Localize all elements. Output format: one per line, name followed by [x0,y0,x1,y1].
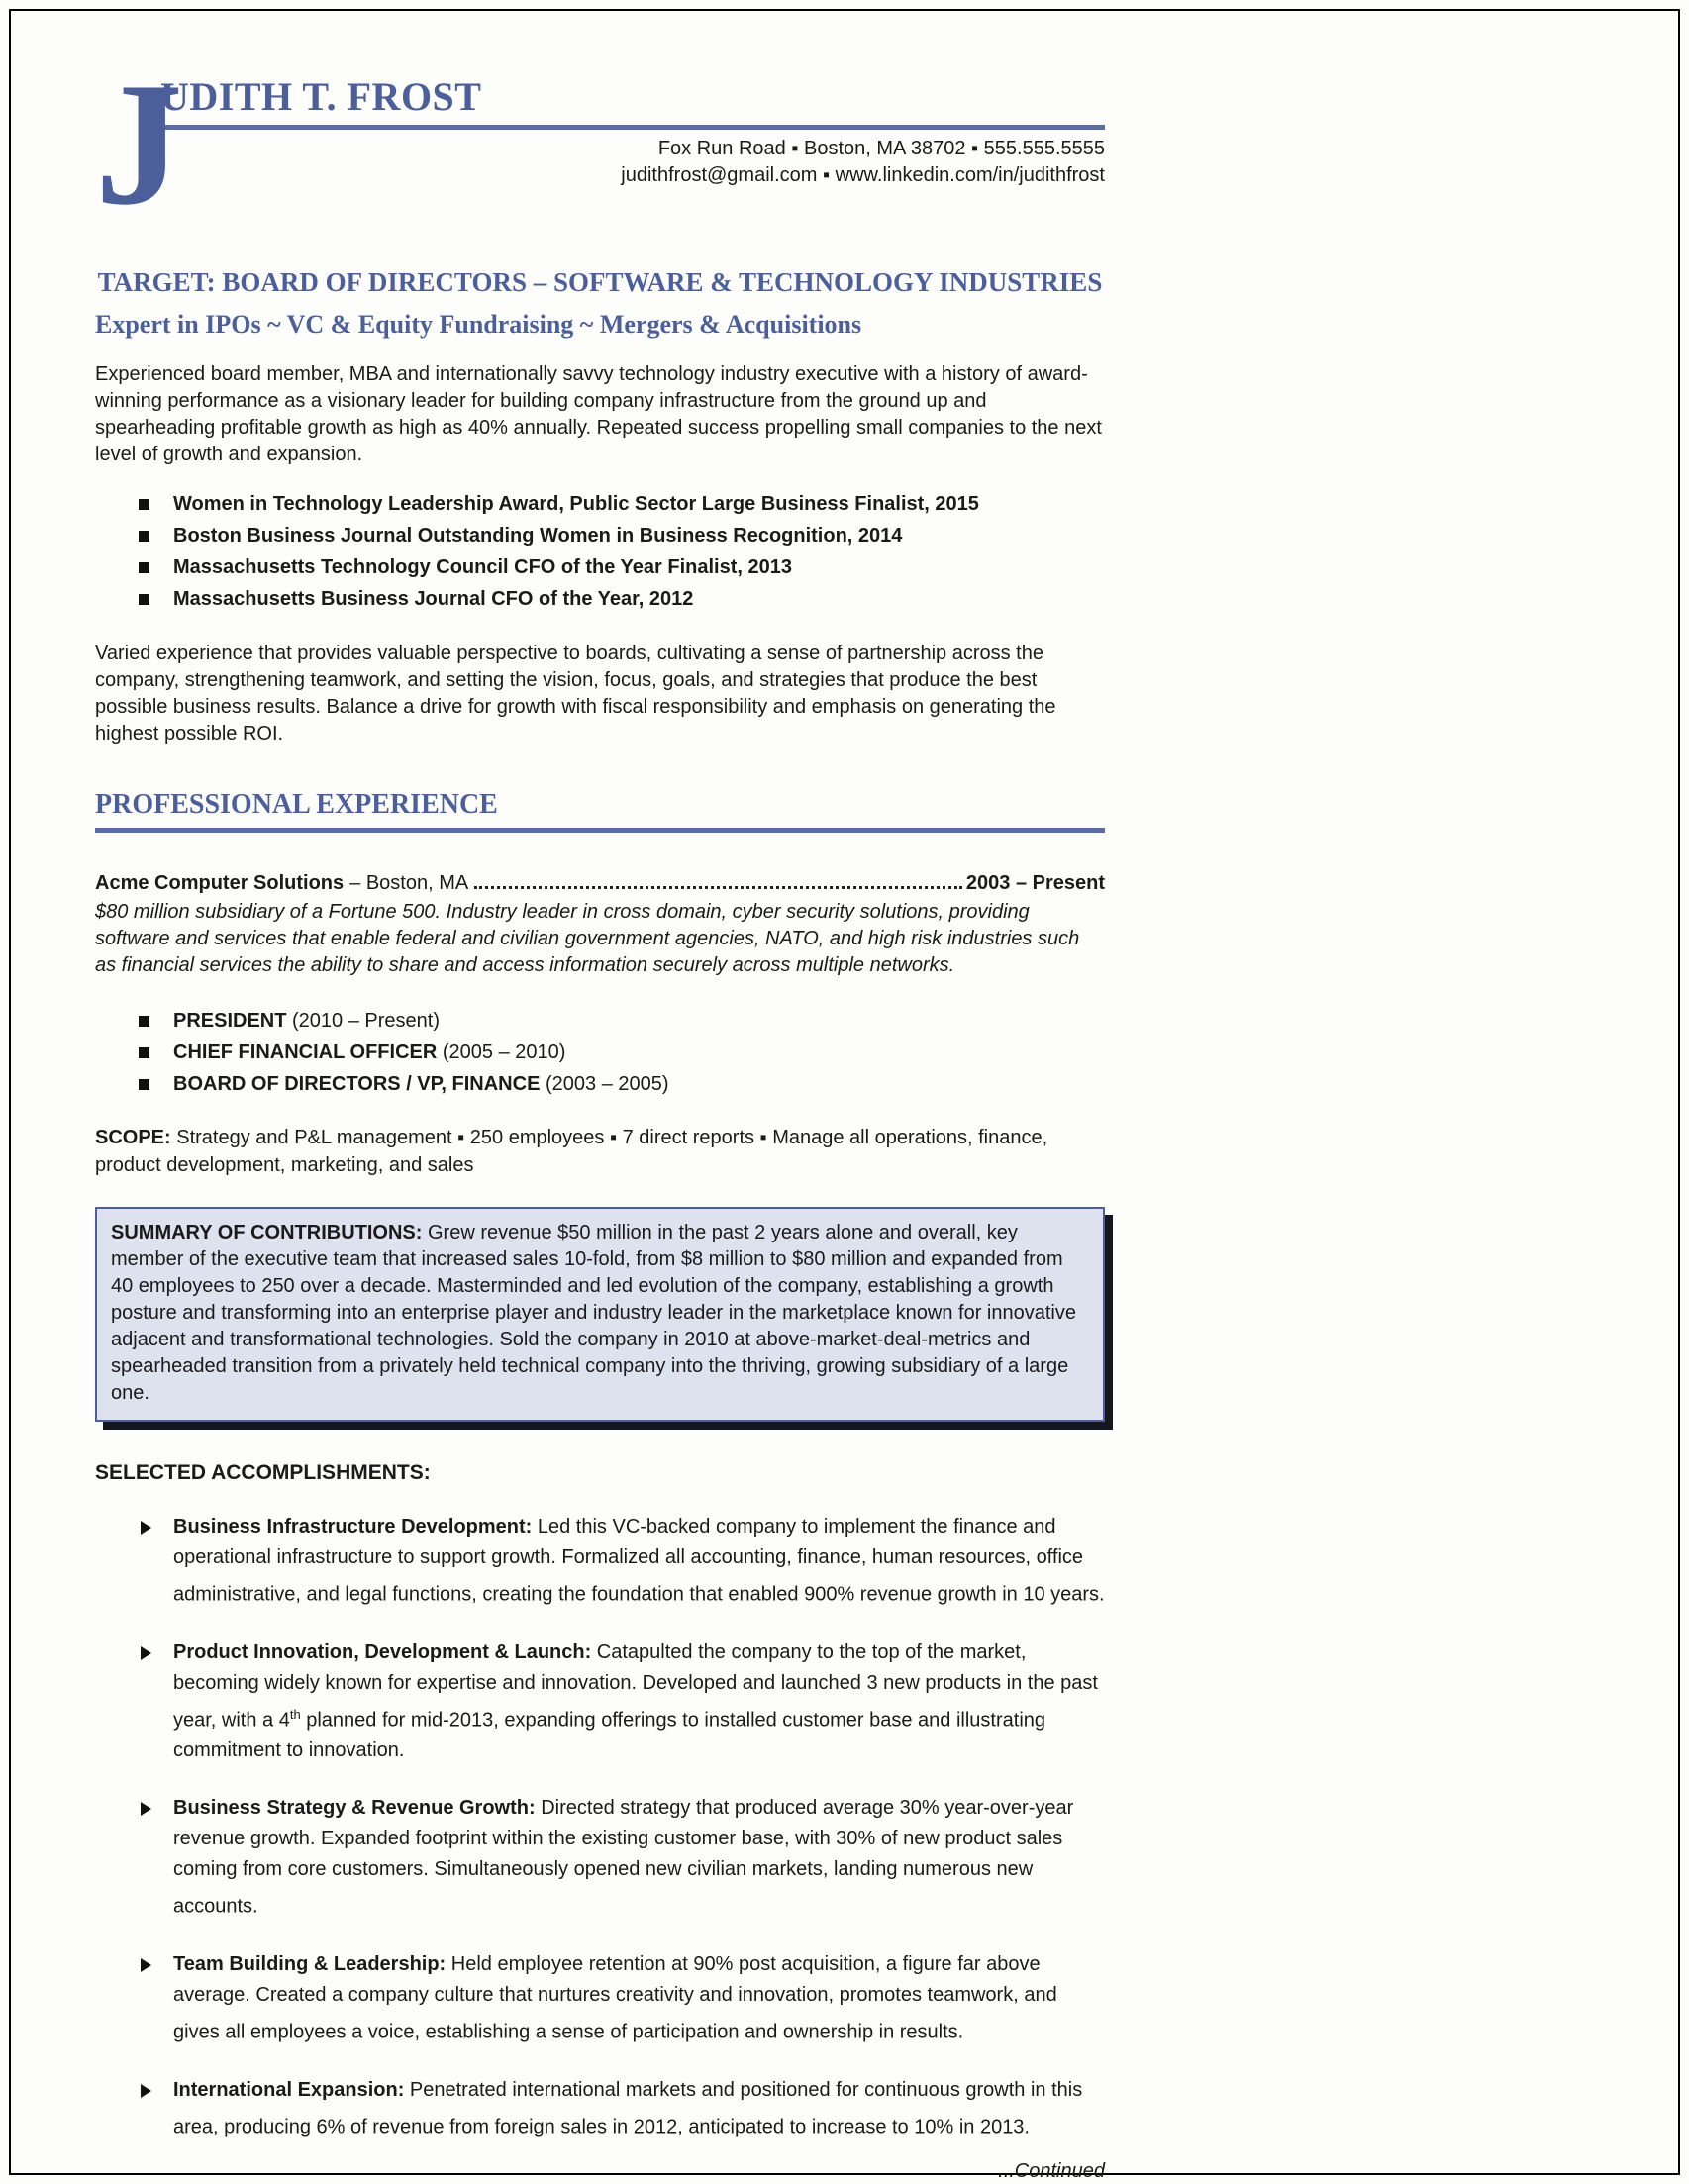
titles-list [95,1005,1105,1100]
accomplishment-text [173,1949,1105,2048]
accomplishment-lead: International Expansion: [173,2078,405,2101]
square-bullet-icon [139,1047,149,1058]
square-bullet-icon [139,531,149,542]
accomplishment-body: Held employee retention at 90% post acquisition, a figure far above average. Created a company culture that nurtures creativity and innovation, promotes teamwork, and gives all employees a voice, establishing a sense of participation and ownership in results. [173,1952,1057,2043]
award-item [139,551,1105,583]
target-title: TARGET: BOARD OF DIRECTORS – SOFTWARE & TECHNOLOGY INDUSTRIES [97,267,1103,297]
role-name: BOARD OF DIRECTORS / VP, FINANCE [173,1073,541,1095]
square-bullet-icon [139,562,149,573]
title-text [173,1005,440,1037]
contributions-label: SUMMARY OF CONTRIBUTIONS: [111,1222,423,1243]
superscript: th [289,1706,301,1722]
accomplishment-body: Penetrated international markets and positioned for continuous growth in this area, producing 6% of revenue from foreign sales in 2012, anticipated to increase to 10% in 2013. [173,2078,1083,2138]
accomplishment-lead: Business Infrastructure Development: [173,1516,533,1538]
company-location: – Boston, MA [349,872,469,894]
contact-line-address: Fox Run Road ▪ Boston, MA 38702 ▪ 555.555.5555 [657,138,1105,159]
accomplishment-body: Catapulted the company to the top of the market, becoming widely known for expertise and innovation. Developed and launched 3 new products in the past year, with a 4 [173,1640,1098,1732]
title-item [139,1068,1105,1100]
profile-outro: Varied experience that provides valuable perspective to boards, cultivating a sense of partnership across the company, strengthening teamwork, and setting the vision, focus, goals, and strategies that produce the best possible business results. Balance a drive for growth with fiscal responsibility and emphasis on generating the highest possible ROI. [95,643,1056,745]
accomplishment-text [173,1793,1105,1923]
section-title-professional-experience: PROFESSIONAL EXPERIENCE [95,789,1105,833]
accomplishment-lead: Business Strategy & Revenue Growth: [173,1797,536,1820]
title-item [139,1005,1105,1037]
title-text [173,1068,669,1100]
accomplishment-body: Directed strategy that produced average 30% year-over-year revenue growth. Expanded footprint within the existing customer base, with 30% of new product sales coming from core customers. Simultaneously opened new civilian markets, landing numerous new accounts. [173,1797,1074,1918]
square-bullet-icon [139,499,149,510]
contributions-text: Grew revenue $50 million in the past 2 years alone and overall, key member of the executive team that increased sales 10-fold, from $8 million to $80 million and expanded from 40 employees to 250 over a decade. Masterminded and led evolution of the company, establishing a growth posture and transforming into an enterprise player and industry leader in the marketplace known for innovative adjacent and transformational technologies. Sold the company in 2010 at above-market-deal-metrics and spearheaded transition from a privately held technical company into the thriving, growing subsidiary of a large one. [111,1222,1076,1404]
role-dates: (2010 – Present) [286,1010,440,1032]
accomplishment-text [173,1638,1105,1767]
accomplishments-title: SELECTED ACCOMPLISHMENTS: [95,1461,431,1484]
profile-intro: Experienced board member, MBA and internationally savvy technology industry executive with a history of award-winning performance as a visionary leader for building company infrastructure from the ground up and spearheading profitable growth as high as 40% annually. Repeated success propelling small companies to the next level of growth and expansion. [95,363,1102,465]
company-name: Acme Computer Solutions [95,872,345,894]
square-bullet-icon [139,1079,149,1090]
resume-content [95,0,1105,2183]
role-dates: (2005 – 2010) [437,1042,566,1063]
accomplishment-item [95,1949,1105,2048]
accomplishment-body: Led this VC-backed company to implement the finance and operational infrastructure to support growth. Formalized all accounting, finance, human resources, office administrative, and legal functions, creating the foundation that enabled 900% revenue growth in 10 years. [173,1516,1105,1606]
drop-cap-initial: J [95,46,183,242]
title-text [173,1037,565,1068]
award-text: Massachusetts Business Journal CFO of the Year, 2012 [173,588,694,610]
accomplishment-lead: Team Building & Leadership: [173,1952,447,1975]
company-row [95,872,1105,895]
scope-label: SCOPE: [95,1127,171,1148]
contact-separator: ▪ [817,164,836,186]
role-name: PRESIDENT [173,1010,287,1032]
contact-block [160,136,1105,189]
accomplishment-text [173,1512,1105,1611]
header-main [160,74,1105,189]
scope-text: Strategy and P&L management ▪ 250 employees ▪ 7 direct reports ▪ Manage all operations, finance, product development, marketing, and sales [95,1127,1048,1176]
accomplishment-text [173,2075,1105,2143]
role-name: CHIEF FINANCIAL OFFICER [173,1042,438,1063]
contact-line-online [160,162,1105,189]
company-description: $80 million subsidiary of a Fortune 500. Industry leader in cross domain, cyber security solutions, providing software and services that enable federal and civilian government agencies, NATO, and high risk industries such as financial services the ability to share and access information securely across multiple networks. [95,901,1080,976]
arrow-bullet-icon [141,1646,151,1660]
accomplishment-lead: Product Innovation, Development & Launch: [173,1640,592,1663]
candidate-name: UDITH T. FROST [160,74,482,119]
award-text: Boston Business Journal Outstanding Women in Business Recognition, 2014 [173,525,903,546]
arrow-bullet-icon [141,2084,151,2098]
accomplishment-body: planned for mid-2013, expanding offerings to installed customer base and illustrating commitment to innovation. [173,1709,1046,1762]
arrow-bullet-icon [141,1802,151,1816]
award-item [139,488,1105,520]
awards-list [95,488,1105,615]
arrow-bullet-icon [141,1958,151,1972]
company-dates: 2003 – Present [965,872,1105,894]
award-text: Women in Technology Leadership Award, Public Sector Large Business Finalist, 2015 [173,493,979,515]
dot-leader [474,886,962,889]
summary-of-contributions-box [95,1207,1105,1422]
square-bullet-icon [139,1016,149,1027]
header-rule [160,125,1105,130]
accomplishment-item [95,1638,1105,1767]
award-item [139,520,1105,551]
email-link[interactable]: judithfrost@gmail.com [621,164,818,186]
accomplishment-item [95,1793,1105,1923]
award-item [139,583,1105,615]
linkedin-link[interactable]: www.linkedin.com/in/judithfrost [835,164,1105,186]
role-dates: (2003 – 2005) [540,1073,669,1095]
accomplishment-item [95,2075,1105,2143]
scope-line [95,1124,1105,1179]
title-item [139,1037,1105,1068]
square-bullet-icon [139,594,149,605]
continued-marker: ...Continued [998,2160,1105,2183]
target-subtitle: Expert in IPOs ~ VC & Equity Fundraising ~ Mergers & Acquisitions [95,310,862,339]
header [95,46,1105,242]
award-text: Massachusetts Technology Council CFO of the Year Finalist, 2013 [173,556,792,578]
accomplishment-item [95,1512,1105,1611]
arrow-bullet-icon [141,1521,151,1535]
